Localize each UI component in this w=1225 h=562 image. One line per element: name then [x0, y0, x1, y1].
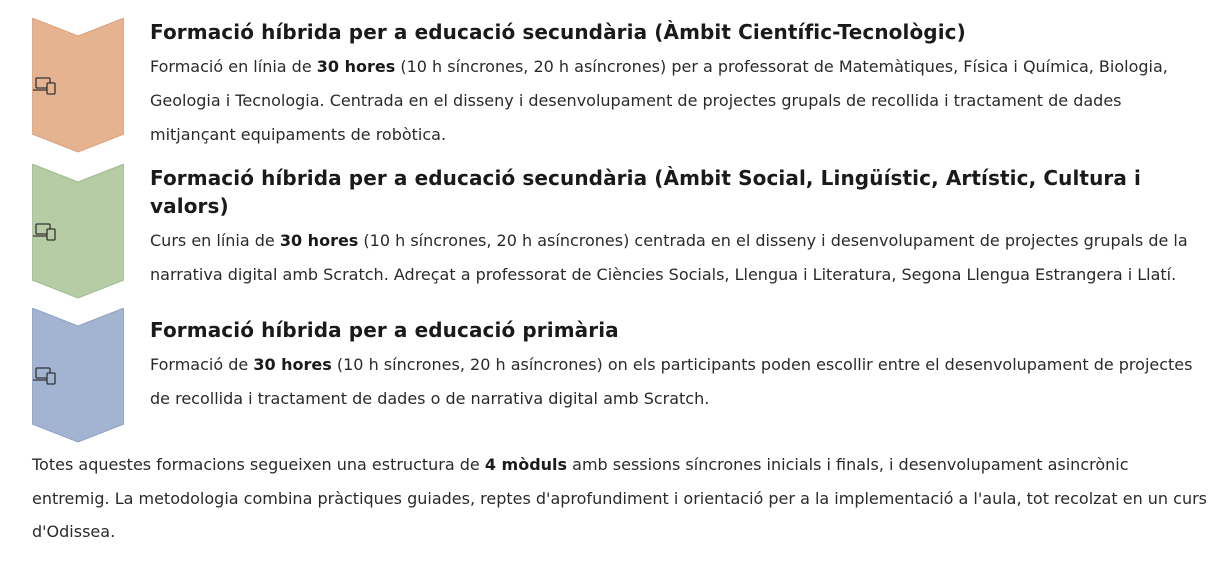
devices-icon: [32, 222, 124, 242]
devices-icon: [32, 76, 124, 96]
devices-icon: [32, 366, 124, 386]
course-title: Formació híbrida per a educació secundària (Àmbit Social, Lingüístic, Artístic, Cultura i valors): [150, 166, 1141, 218]
course-title: Formació híbrida per a educació primària: [150, 318, 619, 342]
summary-paragraph: Totes aquestes formacions segueixen una estructura de 4 mòduls amb sessions síncrones inicials i finals, i desenvolupament asincrònic entremig. La metodologia combina pràctiques guiades, reptes d'aprofundiment i orientació per a la implementació a l'aula, tot recolzat en un curs d'Odissea.: [32, 455, 1208, 541]
chevron-marker: [32, 164, 124, 300]
course-description: Curs en línia de 30 hores (10 h síncrones, 20 h asíncrones) centrada en el disseny i desenvolupament de projectes grupals de la narrativa digital amb Scratch. Adreçat a professorat de Ciències Socials, Llengua i Literatura, Segona Llengua Estrangera i Llatí.: [150, 231, 1188, 284]
course-title: Formació híbrida per a educació secundària (Àmbit Científic-Tecnològic): [150, 20, 966, 44]
chevron-marker: [32, 308, 124, 444]
course-description: Formació de 30 hores (10 h síncrones, 20 h asíncrones) on els participants poden escollir entre el desenvolupament de projectes de recollida i tractament de dades o de narrativa digital amb Scratch.: [150, 355, 1193, 408]
chevron-marker: [32, 18, 124, 154]
course-description: Formació en línia de 30 hores (10 h síncrones, 20 h asíncrones) per a professorat de Matemàtiques, Física i Química, Biologia, Geologia i Tecnologia. Centrada en el disseny i desenvolupament de projectes grupals de recollida i tractament de dades mitjançant equipaments de robòtica.: [150, 57, 1168, 144]
